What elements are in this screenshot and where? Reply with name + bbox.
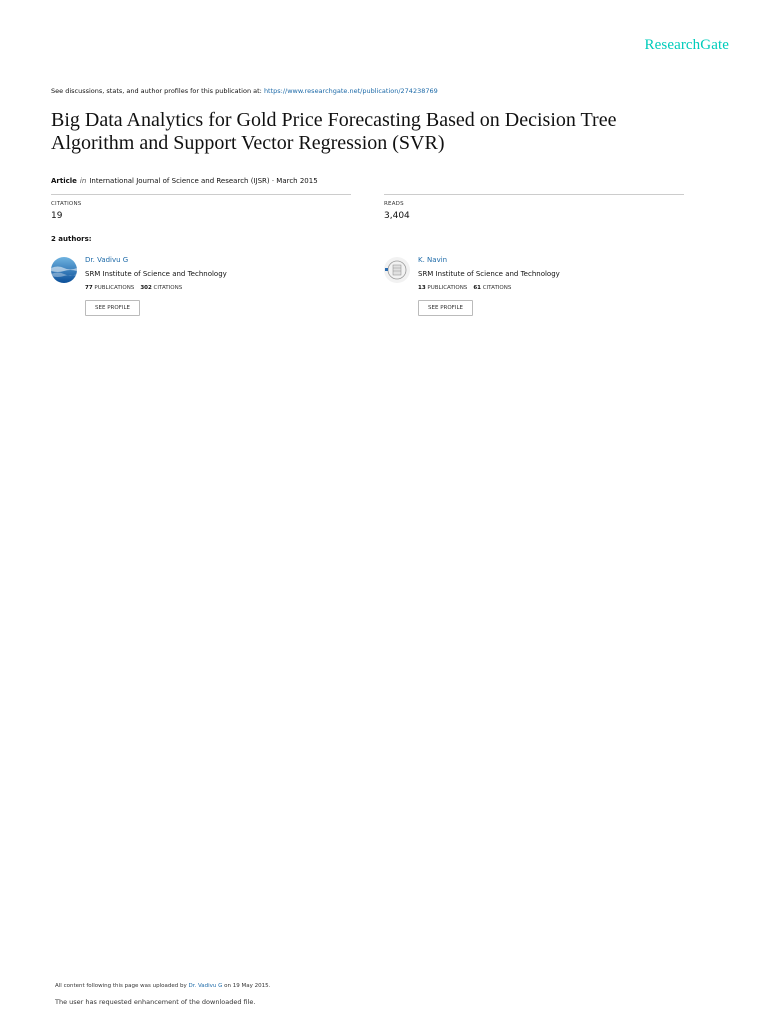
- author-stats: [85, 285, 182, 291]
- upload-note: [55, 983, 270, 989]
- enhancement-note: The user has requested enhancement of the downloaded file.: [55, 998, 256, 1006]
- publication-type: Article: [51, 177, 77, 185]
- see-profile-button[interactable]: SEE PROFILE: [418, 300, 473, 316]
- avatar[interactable]: [51, 257, 77, 283]
- upload-prefix: All content following this page was uploaded by: [55, 983, 189, 989]
- author-card: [384, 256, 684, 320]
- authors-count: 2 authors:: [51, 235, 92, 243]
- avatar[interactable]: [384, 257, 410, 283]
- publication-title: Big Data Analytics for Gold Price Forecasting Based on Decision Tree Algorithm and Support Vector Regression (SVR): [51, 109, 617, 154]
- citations-label: CITATIONS: [153, 285, 183, 291]
- publications-label: PUBLICATIONS: [94, 285, 135, 291]
- discussion-text: See discussions, stats, and author profiles for this publication at:: [51, 87, 264, 95]
- author-name[interactable]: K. Navin: [418, 256, 448, 264]
- upload-suffix: on 19 May 2015.: [222, 983, 271, 989]
- author-stats: [418, 285, 511, 291]
- citations-label: CITATIONS: [482, 285, 512, 291]
- author-name[interactable]: Dr. Vadivu G: [85, 256, 129, 264]
- see-profile-button[interactable]: SEE PROFILE: [85, 300, 140, 316]
- citations-count: 302: [140, 285, 152, 291]
- meta-in-word: in: [79, 177, 87, 185]
- publication-meta: [51, 177, 318, 185]
- author-institution: SRM Institute of Science and Technology: [85, 270, 227, 278]
- researchgate-logo[interactable]: ResearchGate: [644, 37, 729, 53]
- citations-label: CITATIONS: [51, 201, 82, 207]
- publications-count: 13: [418, 285, 426, 291]
- reads-value: 3,404: [384, 211, 410, 221]
- author-institution: SRM Institute of Science and Technology: [418, 270, 560, 278]
- uploader-link[interactable]: Dr. Vadivu G: [188, 983, 223, 989]
- publication-link[interactable]: https://www.researchgate.net/publication/274238769: [263, 87, 438, 95]
- discussion-line: [51, 87, 438, 95]
- publications-count: 77: [85, 285, 93, 291]
- author-card: [51, 256, 351, 320]
- avatar-image: [51, 257, 77, 283]
- reads-label: READS: [384, 201, 404, 207]
- divider-left: [51, 194, 351, 195]
- divider-right: [384, 194, 684, 195]
- journal-date[interactable]: International Journal of Science and Research (IJSR) · March 2015: [89, 177, 318, 185]
- citations-value: 19: [51, 211, 63, 221]
- avatar-image: [384, 257, 410, 283]
- publications-label: PUBLICATIONS: [427, 285, 468, 291]
- citations-count: 61: [473, 285, 481, 291]
